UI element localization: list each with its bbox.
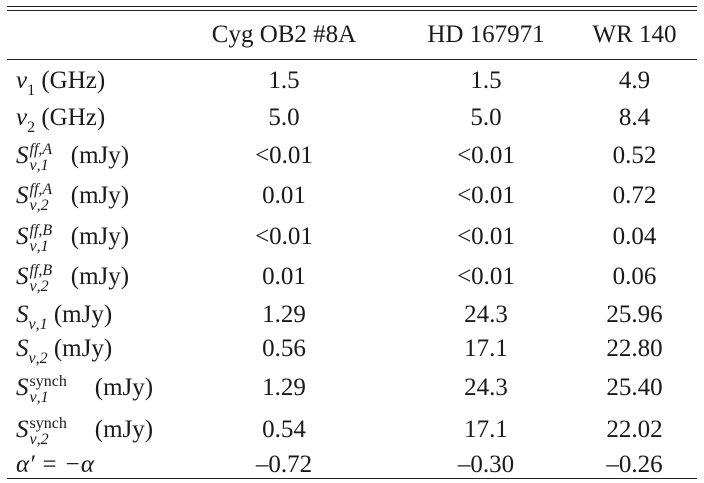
table-cell: 1.5 <box>470 67 502 94</box>
table-cell: 22.80 <box>606 335 663 362</box>
table-cell: 0.04 <box>612 223 657 250</box>
top-rule-double <box>7 10 697 11</box>
table-cell: 5.0 <box>268 104 300 131</box>
table-cell: <0.01 <box>457 263 515 290</box>
header-row <box>7 22 697 54</box>
table-cell: 25.40 <box>606 374 663 401</box>
table-cell: 24.3 <box>464 301 508 328</box>
data-table <box>7 0 697 483</box>
row-label: α′ = −α <box>16 451 94 478</box>
table-cell: <0.01 <box>255 142 313 169</box>
column-header-wr-140: WR 140 <box>592 21 677 48</box>
bottom-rule <box>7 478 697 479</box>
column-header-cyg-ob2-8a: Cyg OB2 #8A <box>211 21 357 48</box>
table-cell: 0.06 <box>612 263 657 290</box>
table-cell: 0.01 <box>262 263 306 290</box>
table-cell: 24.3 <box>464 374 508 401</box>
table-cell: 25.96 <box>606 301 663 328</box>
row-label: S ff,B ν,1 (mJy) <box>16 222 130 255</box>
row-label: S ff,B ν,2 (mJy) <box>16 262 130 295</box>
table-cell: 0.72 <box>612 182 657 209</box>
table-cell: 8.4 <box>618 104 651 131</box>
table-cell: 4.9 <box>618 67 651 94</box>
table-cell: 0.54 <box>262 416 306 443</box>
row-label: S ff,A ν,1 (mJy) <box>16 141 130 174</box>
table-cell: 22.02 <box>606 416 663 443</box>
row-label: $\nu_2$ (GHz) <box>16 104 106 136</box>
table-cell: 17.1 <box>464 416 508 443</box>
table-cell: 1.29 <box>262 374 306 401</box>
row-label: $\nu_1$ (GHz) <box>16 67 106 99</box>
table-cell: <0.01 <box>457 223 515 250</box>
table-cell: 17.1 <box>464 335 508 362</box>
table-cell: 5.0 <box>470 104 502 131</box>
table-cell: –0.30 <box>457 451 515 478</box>
table-cell: 0.52 <box>612 142 657 169</box>
table-cell: <0.01 <box>255 223 313 250</box>
row-label: S synch ν,2 (mJy) <box>16 415 154 448</box>
table-cell: 1.5 <box>268 67 300 94</box>
row-label: S synch ν,1 (mJy) <box>16 373 154 406</box>
table-cell: 0.56 <box>262 335 306 362</box>
top-rule <box>7 6 697 7</box>
table-cell: <0.01 <box>457 142 515 169</box>
column-header-hd-167971: HD 167971 <box>427 21 545 48</box>
row-label: $S_{\nu,2}$ (mJy) <box>16 335 113 367</box>
table-cell: –0.72 <box>255 451 313 478</box>
table-cell: <0.01 <box>457 182 515 209</box>
table-cell: 1.29 <box>262 301 306 328</box>
row-label: S ff,A ν,2 (mJy) <box>16 181 130 214</box>
table-cell: 0.01 <box>262 182 306 209</box>
row-label: $S_{\nu,1}$ (mJy) <box>16 301 113 333</box>
header-rule <box>7 59 697 60</box>
table-cell: –0.26 <box>606 451 663 478</box>
